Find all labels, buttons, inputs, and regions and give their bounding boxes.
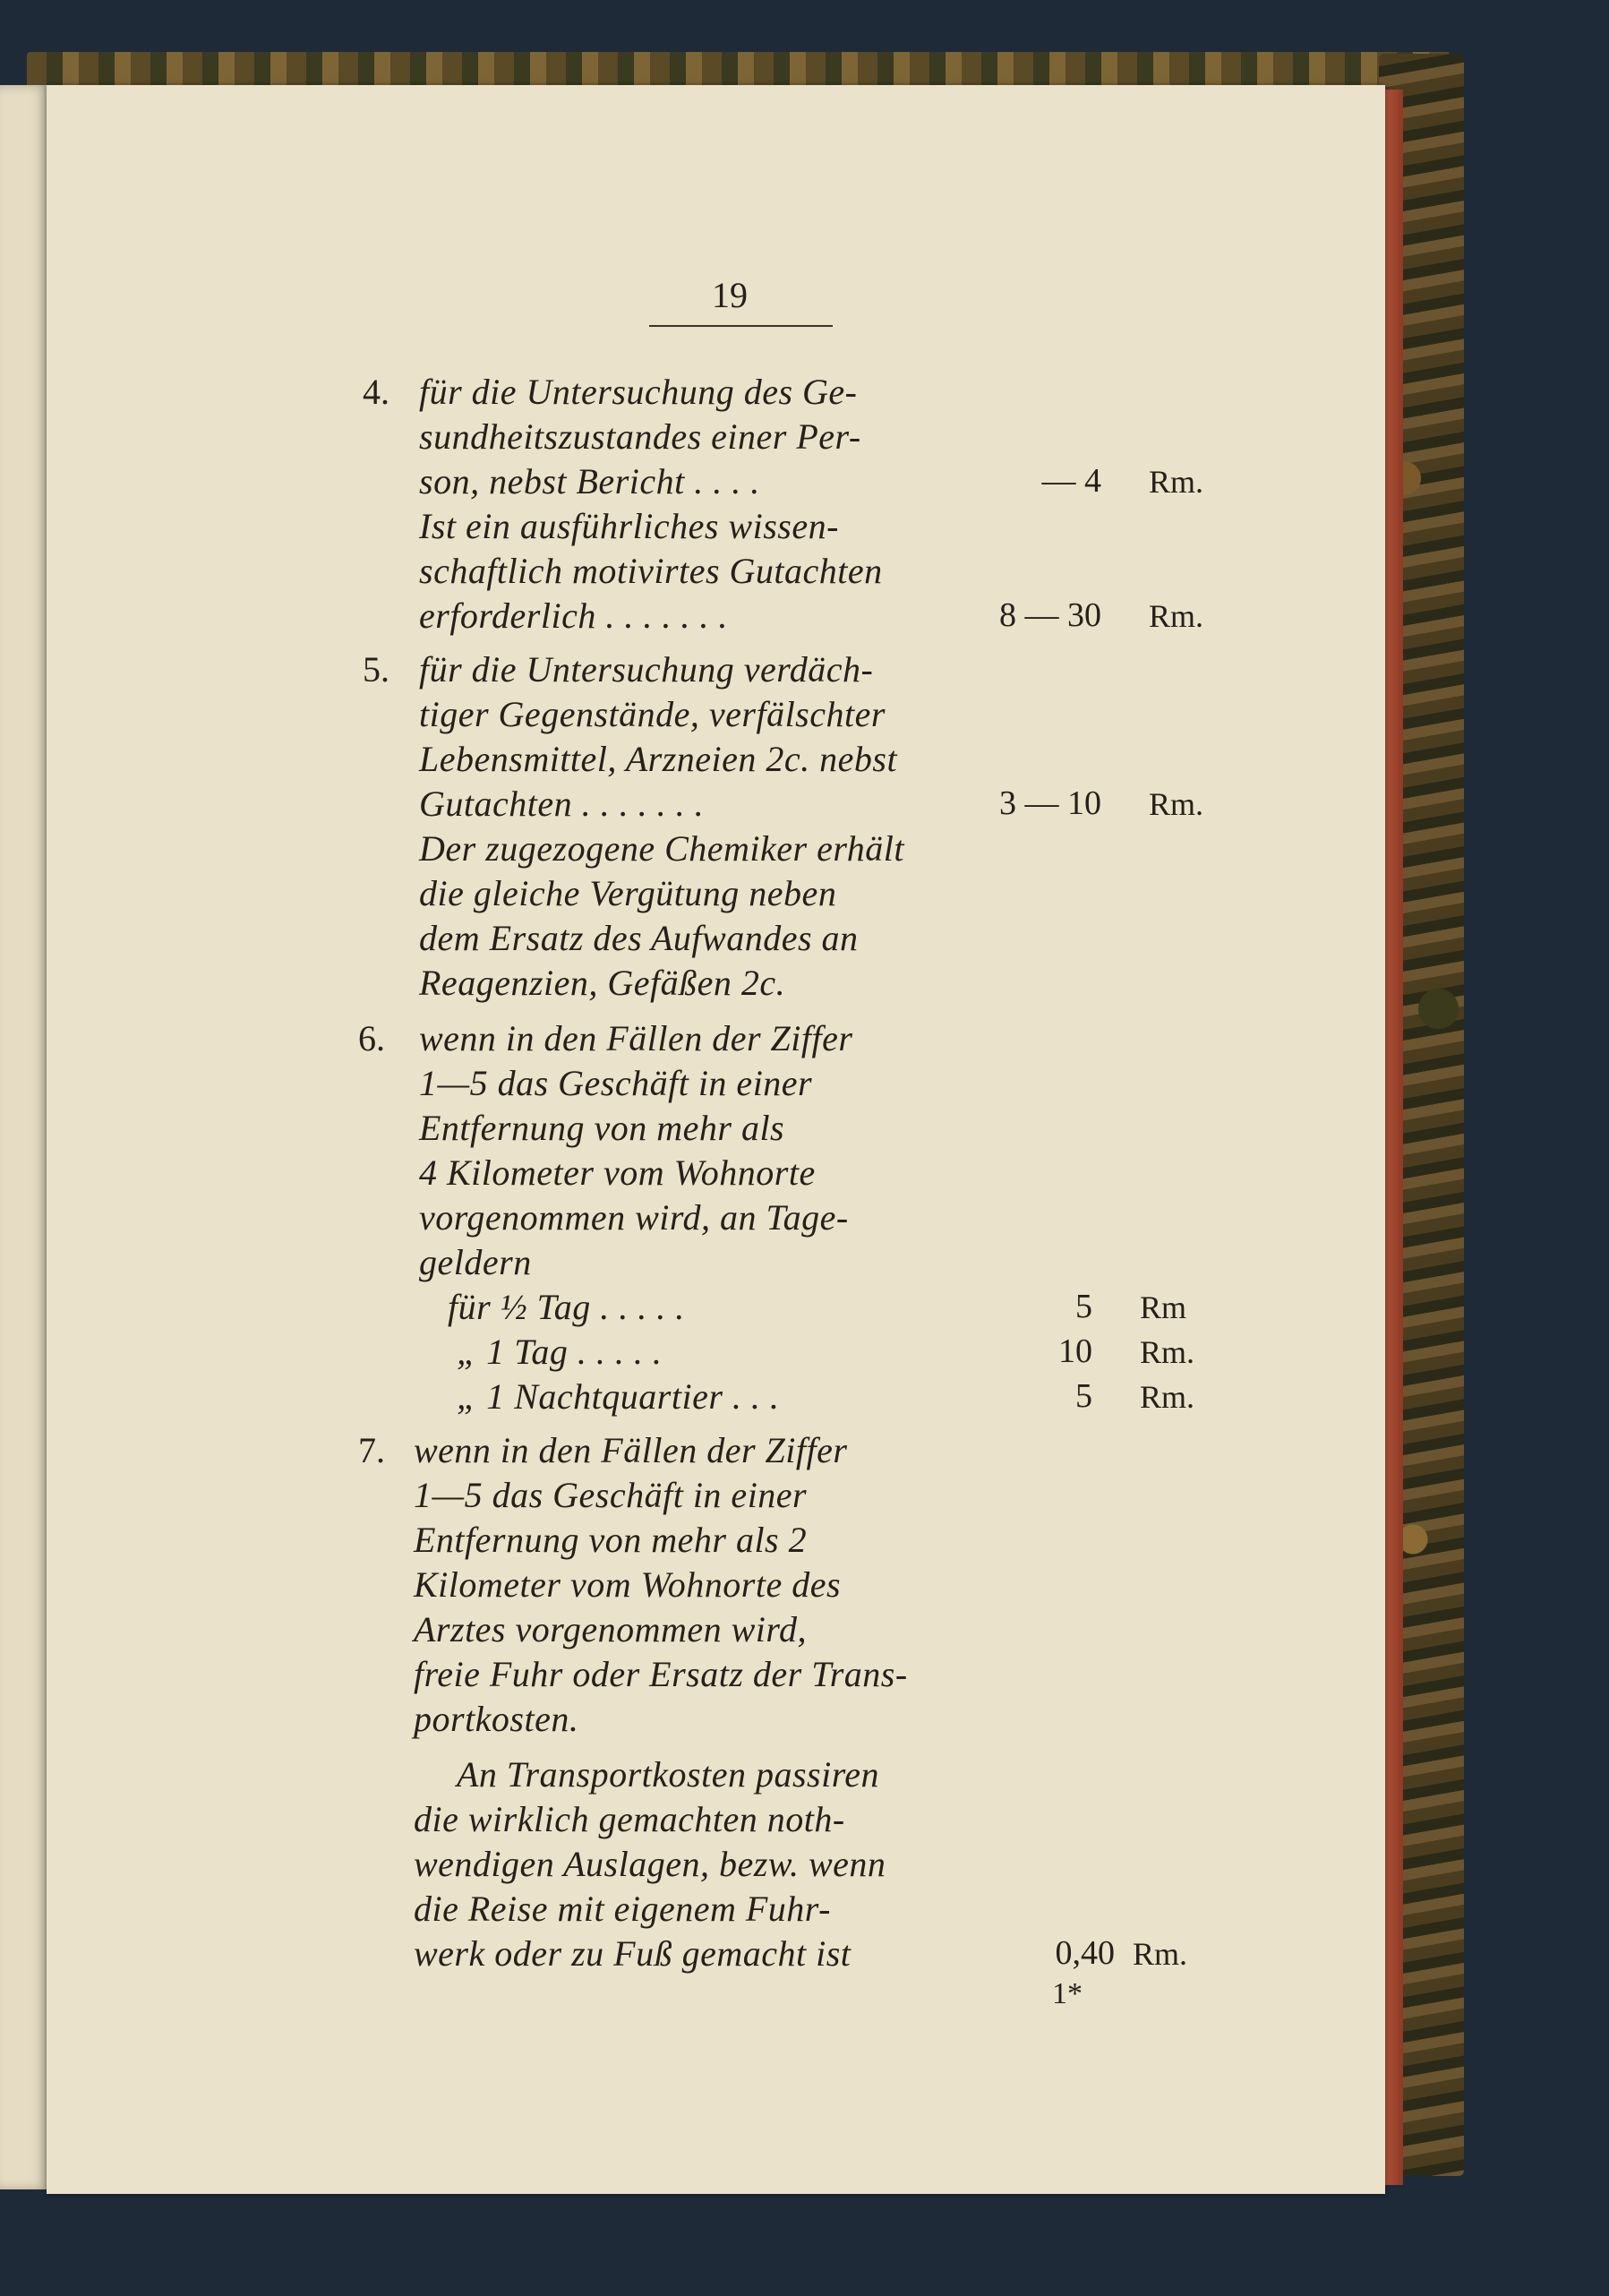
- entry-5b-line-2: die gleiche Vergütung neben: [419, 873, 837, 913]
- entry-7-line-6: freie Fuhr oder Ersatz der Trans-: [414, 1654, 908, 1694]
- entry-6-line-1: wenn in den Fällen der Ziffer: [419, 1018, 853, 1058]
- entry-5-line-3: Lebensmittel, Arzneien 2c. nebst: [419, 739, 898, 779]
- entry-6-number: 6.: [358, 1018, 385, 1058]
- entry-6-line-4: 4 Kilometer vom Wohnorte: [419, 1152, 816, 1193]
- entry-5-line-1: für die Untersuchung verdäch-: [419, 649, 874, 690]
- entry-7b-line-1: An Transportkosten passiren: [457, 1754, 880, 1795]
- entry-6-sub-3: „ 1 Nachtquartier . . .: [457, 1376, 780, 1417]
- entry-6-line-3: Entfernung von mehr als: [419, 1108, 785, 1148]
- header-rule: [649, 325, 833, 327]
- entry-7b-line-3: wendigen Auslagen, bezw. wenn: [414, 1844, 886, 1884]
- entry-5-line-2: tiger Gegenstände, verfälschter: [419, 694, 886, 734]
- entry-4-amount: — 4: [1041, 462, 1101, 500]
- entry-6-sub-3-amount: 5: [1075, 1377, 1092, 1415]
- entry-7-line-3: Entfernung von mehr als 2: [414, 1520, 808, 1560]
- entry-7-line-5: Arztes vorgenommen wird,: [414, 1609, 807, 1649]
- entry-6-sub-2-unit: Rm.: [1140, 1334, 1195, 1370]
- left-page-sliver: [0, 85, 49, 2189]
- entry-4-line-1: für die Untersuchung des Ge-: [419, 372, 858, 412]
- entry-7-number: 7.: [358, 1430, 385, 1470]
- entry-4b-amount: 8 — 30: [999, 596, 1101, 634]
- entry-6-sub-1-amount: 5: [1075, 1288, 1092, 1325]
- entry-6-line-2: 1—5 das Geschäft in einer: [419, 1063, 813, 1103]
- page-number: 19: [712, 275, 748, 315]
- entry-7-line-1: wenn in den Fällen der Ziffer: [414, 1430, 848, 1470]
- entry-6-sub-3-unit: Rm.: [1140, 1379, 1195, 1415]
- entry-4b-line-3: erforderlich . . . . . . .: [419, 595, 728, 636]
- entry-5-number: 5.: [363, 649, 389, 690]
- entry-5b-line-4: Reagenzien, Gefäßen 2c.: [419, 963, 786, 1003]
- entry-6-sub-2-amount: 10: [1058, 1332, 1092, 1370]
- entry-4b-line-1: Ist ein ausführliches wissen-: [419, 506, 839, 546]
- entry-6-sub-1: für ½ Tag . . . . .: [448, 1287, 685, 1327]
- entry-4b-line-2: schaftlich motivirtes Gutachten: [419, 551, 883, 591]
- entry-6-sub-2: „ 1 Tag . . . . .: [457, 1332, 663, 1372]
- entry-7-line-7: portkosten.: [414, 1699, 579, 1739]
- entry-7b-amount: 0,40: [1055, 1934, 1115, 1972]
- entry-7b-line-4: die Reise mit eigenem Fuhr-: [414, 1889, 831, 1929]
- signature-mark: 1*: [1052, 1977, 1083, 2010]
- entry-7-line-4: Kilometer vom Wohnorte des: [414, 1564, 842, 1605]
- entry-4b-unit: Rm.: [1149, 598, 1204, 634]
- page-red-edge: [1383, 90, 1403, 2185]
- entry-4-number: 4.: [363, 372, 389, 412]
- entry-4-line-3: son, nebst Bericht . . . .: [419, 461, 760, 501]
- entry-7b-line-5: werk oder zu Fuß gemacht ist: [414, 1933, 852, 1974]
- entry-6-sub-1-unit: Rm: [1140, 1289, 1187, 1325]
- entry-7b-line-2: die wirklich gemachten noth-: [414, 1799, 845, 1839]
- entry-5-unit: Rm.: [1149, 786, 1204, 822]
- entry-5b-line-3: dem Ersatz des Aufwandes an: [419, 918, 859, 958]
- entry-5-amount: 3 — 10: [999, 784, 1101, 822]
- entry-4-line-2: sundheitszustandes einer Per-: [419, 416, 861, 457]
- entry-5b-line-1: Der zugezogene Chemiker erhält: [419, 828, 904, 869]
- entry-4-unit: Rm.: [1149, 464, 1204, 500]
- entry-7-line-2: 1—5 das Geschäft in einer: [414, 1475, 808, 1515]
- entry-6-line-5: vorgenommen wird, an Tage-: [419, 1197, 849, 1238]
- entry-6-line-6: geldern: [419, 1242, 532, 1282]
- entry-5-line-4: Gutachten . . . . . . .: [419, 784, 705, 824]
- entry-7b-unit: Rm.: [1133, 1936, 1188, 1972]
